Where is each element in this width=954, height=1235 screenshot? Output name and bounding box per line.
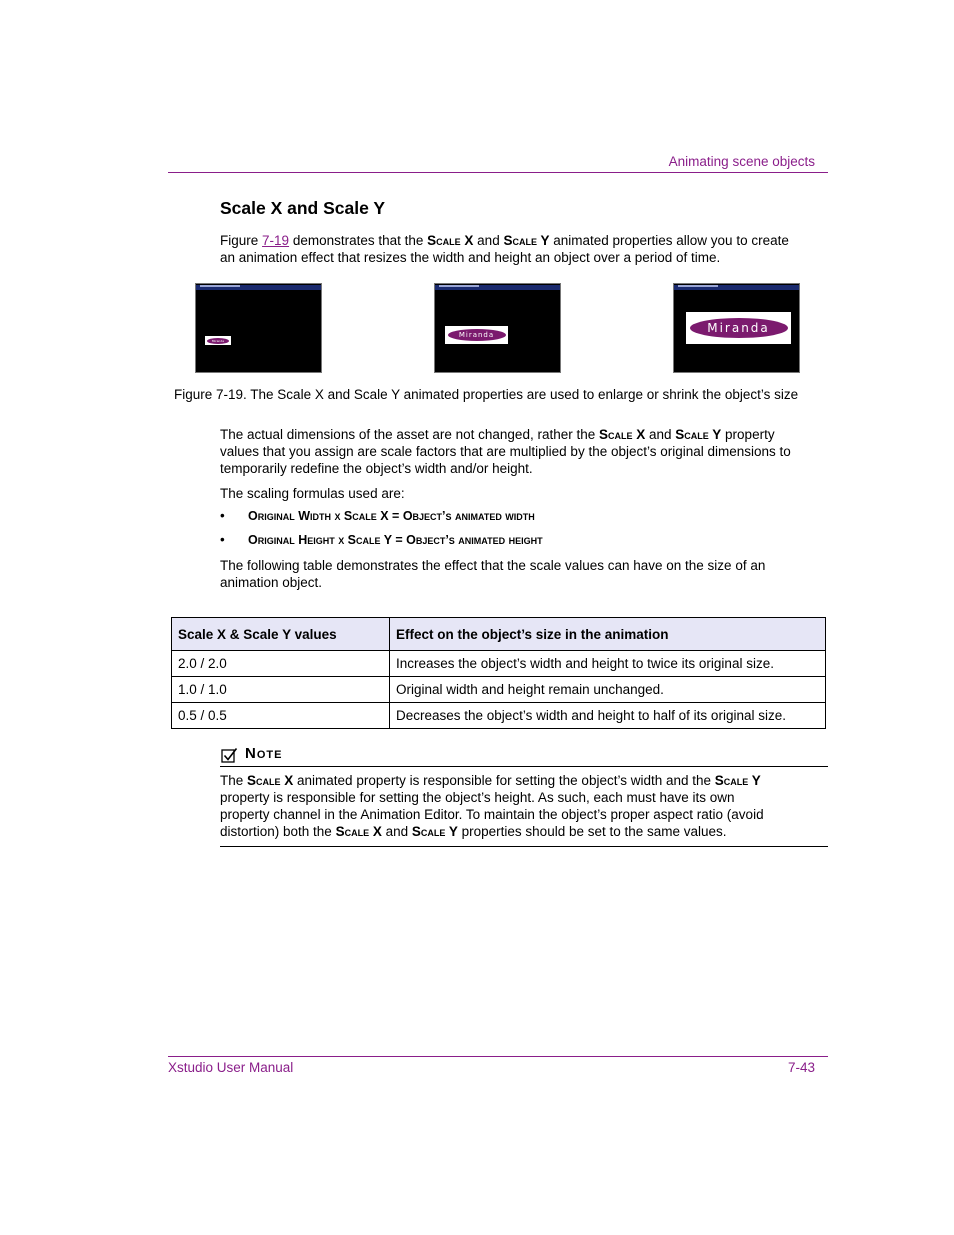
figure-screenshot-large: [673, 283, 800, 373]
miranda-logo: [686, 312, 791, 344]
miranda-logo: [205, 336, 231, 345]
note-body: [220, 772, 780, 840]
bullet-marker: •: [220, 532, 225, 547]
property-name: Scale X: [427, 233, 474, 248]
note-bottom-rule: [220, 846, 828, 847]
table-row: [172, 703, 826, 729]
table-cell: 1.0 / 1.0: [172, 677, 390, 703]
text-run: and: [473, 233, 504, 248]
header-rule: [168, 172, 828, 173]
miranda-logo: [445, 326, 508, 344]
text-run: properties should be set to the same values.: [457, 824, 727, 839]
formulas-intro: The scaling formulas used are:: [220, 486, 405, 501]
formula-bullet: [220, 508, 535, 523]
property-name: Scale Y: [503, 233, 550, 248]
figure-link[interactable]: 7-19: [262, 233, 290, 248]
text-run: demonstrates that the: [289, 233, 428, 248]
text-run: The actual dimensions of the asset are not changed, rather the: [220, 427, 599, 442]
window-titlebar: [196, 285, 321, 290]
figure-caption: Figure 7-19. The Scale X and Scale Y animated properties are used to enlarge or shrink the object’s size: [174, 387, 799, 402]
table-header-cell: Scale X & Scale Y values: [172, 618, 390, 651]
table-intro: The following table demonstrates the effect that the scale values can have on the size of an animation object.: [220, 558, 766, 590]
table-row: [172, 677, 826, 703]
table-cell: Original width and height remain unchanged.: [390, 677, 826, 703]
table-cell: 2.0 / 2.0: [172, 651, 390, 677]
note-top-rule: [220, 766, 828, 767]
text-run: and: [645, 427, 676, 442]
logo-text: Miranda: [448, 329, 506, 341]
logo-text: Miranda: [690, 318, 788, 338]
table-cell: 0.5 / 0.5: [172, 703, 390, 729]
page-number: 7-43: [787, 1060, 815, 1075]
property-name: Scale X: [247, 773, 294, 788]
window-titlebar: [674, 285, 799, 290]
running-header: Animating scene objects: [668, 154, 815, 169]
figure-screenshot-medium: [434, 283, 561, 373]
text-run: property values that you assign are scale factors that are multiplied by the object’s original dimensions to temporarily redefine the object’s width and/or height.: [220, 427, 791, 476]
table-row: [172, 651, 826, 677]
text-run: Figure: [220, 233, 263, 248]
property-name: Scale Y: [714, 773, 761, 788]
logo-text: Miranda: [207, 338, 229, 344]
scale-values-table: [171, 617, 826, 729]
text-run: animated properties allow you to create an animation effect that resizes the width and height an object over a period of time.: [220, 233, 789, 265]
figure-screenshot-small: [195, 283, 322, 373]
property-name: Scale Y: [411, 824, 458, 839]
property-name: Scale X: [598, 427, 646, 442]
formula-text: Original Width x Scale X = Object’s animated width: [248, 509, 535, 523]
table-cell: Increases the object’s width and height to twice its original size.: [390, 651, 826, 677]
text-run: The: [220, 773, 248, 788]
property-name: Scale Y: [675, 427, 722, 442]
text-run: and: [381, 824, 412, 839]
intro-paragraph: [220, 232, 800, 266]
text-run: property is responsible for setting the object’s height. As such, each must have its own property channel in the Animation Editor. To maintain the object’s proper aspect ratio (avoid distortion) both the: [220, 790, 764, 839]
window-titlebar: [435, 285, 560, 290]
bullet-marker: •: [220, 508, 225, 523]
text-run: animated property is responsible for setting the object’s width and the: [293, 773, 715, 788]
footer-manual-title: Xstudio User Manual: [168, 1060, 294, 1075]
property-name: Scale X: [335, 824, 382, 839]
section-heading: Scale X and Scale Y: [220, 198, 386, 218]
note-title: Note: [245, 745, 283, 762]
table-header-cell: Effect on the object’s size in the animation: [390, 618, 826, 651]
table-header-row: [172, 618, 826, 651]
footer-rule: [168, 1056, 828, 1057]
formula-text: Original Height x Scale Y = Object’s animated height: [248, 533, 543, 547]
formula-bullet: [220, 532, 543, 547]
table-cell: Decreases the object’s width and height to half of its original size.: [390, 703, 826, 729]
dimensions-paragraph: [220, 426, 800, 477]
